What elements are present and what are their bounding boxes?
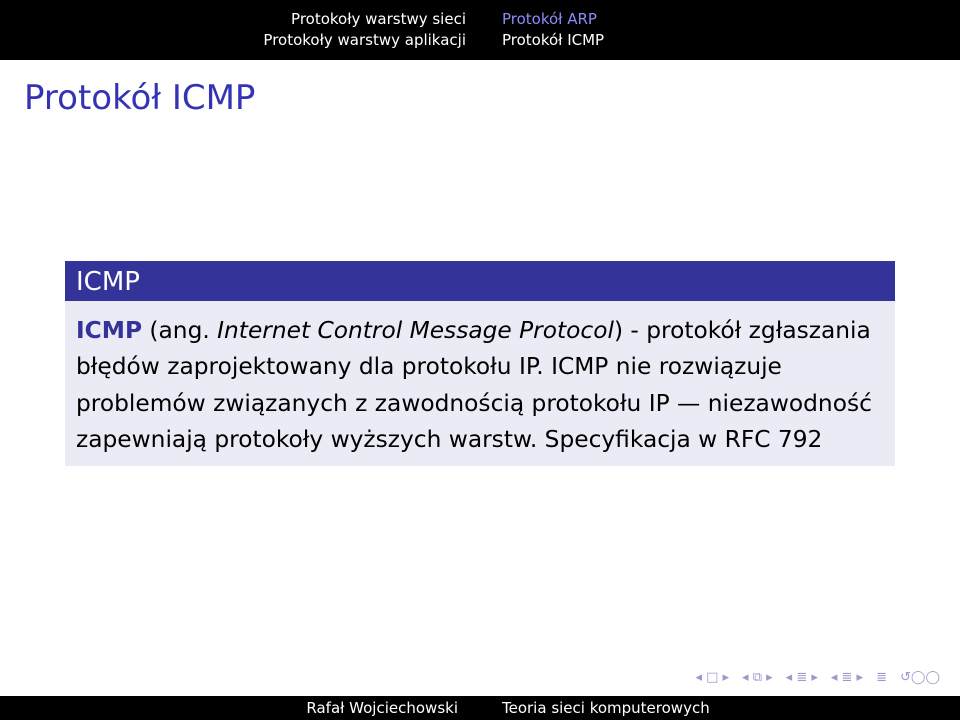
block-expansion: Internet Control Message Protocol bbox=[217, 317, 614, 344]
block-title: ICMP bbox=[65, 261, 895, 301]
block-paren-open: (ang. bbox=[142, 317, 218, 344]
footer bbox=[0, 696, 960, 720]
nav-align-icon[interactable]: ≣ bbox=[876, 670, 887, 685]
nav-prev-frame-icon[interactable]: ◂ □ ▸ bbox=[695, 670, 730, 685]
subsection-link-arp[interactable]: Protokół ARP bbox=[502, 10, 597, 28]
nav-next-section-icon[interactable]: ◂ ≣ ▸ bbox=[830, 670, 864, 685]
nav-search-icon[interactable]: ↺◯◯ bbox=[900, 670, 940, 685]
subsection-link-icmp[interactable]: Protokół ICMP bbox=[502, 31, 605, 49]
section-link-application-protocols[interactable]: Protokoły warstwy aplikacji bbox=[263, 31, 466, 49]
footer-course: Teoria sieci komputerowych bbox=[502, 699, 710, 717]
block-body bbox=[65, 301, 895, 466]
header-left-sections bbox=[0, 0, 480, 60]
footer-author: Rafał Wojciechowski bbox=[306, 699, 458, 717]
nav-section-icon[interactable]: ◂ ≣ ▸ bbox=[785, 670, 818, 685]
nav-subsection-icon[interactable]: ◂ ⧉ ▸ bbox=[742, 670, 773, 685]
header-navigation bbox=[0, 0, 960, 60]
definition-block bbox=[65, 261, 895, 466]
block-term: ICMP bbox=[76, 317, 143, 344]
block-text: ) - protokół zgłaszania błędów zaprojektowany dla protokołu IP. ICMP nie rozwiązuje problemów związanych z zawodnością protokołu IP — niezawodność zapewniają protokoły wyższych warstw. Specyfikacja w RFC 792 bbox=[76, 317, 872, 454]
beamer-navigation bbox=[695, 670, 940, 685]
frame-title: Protokół ICMP bbox=[24, 78, 256, 118]
section-link-network-protocols[interactable]: Protokoły warstwy sieci bbox=[291, 10, 466, 28]
header-right-sections bbox=[480, 0, 960, 60]
